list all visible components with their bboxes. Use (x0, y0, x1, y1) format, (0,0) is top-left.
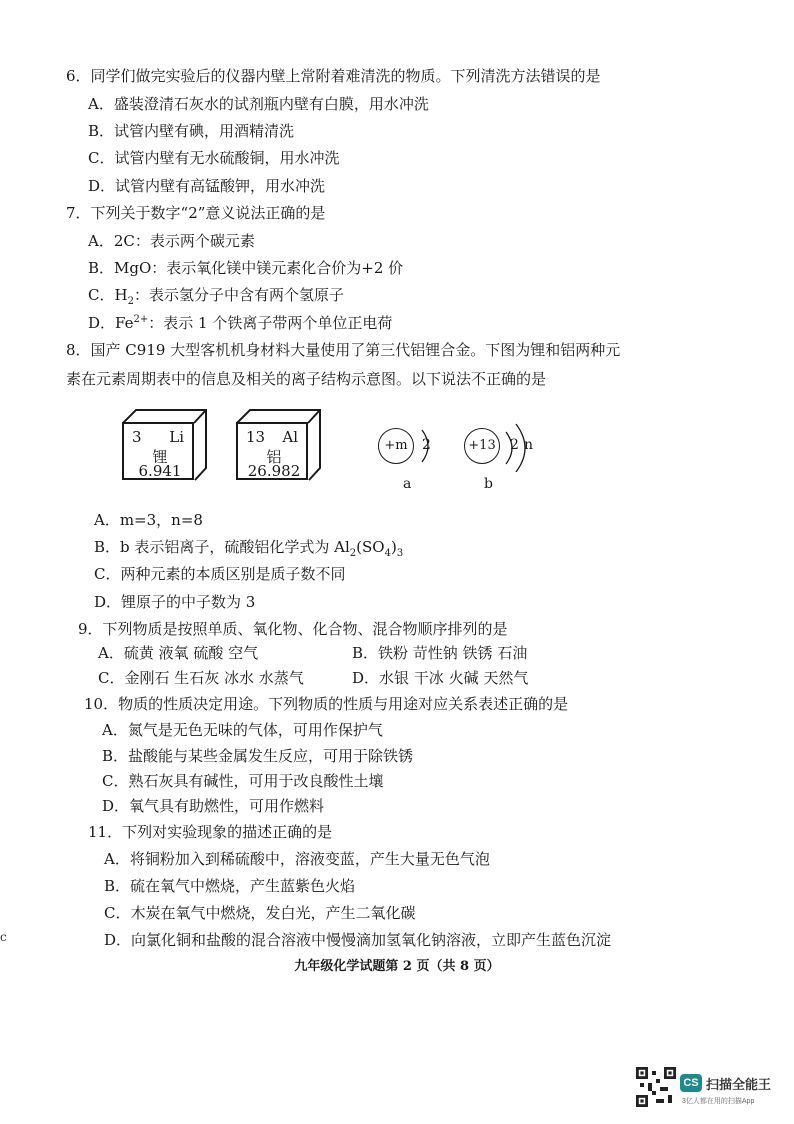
q11-stem: 11．下列对实验现象的描述正确的是 (88, 823, 333, 841)
q11-option-d: D．向氯化铜和盐酸的混合溶液中慢慢滴加氢氧化钠溶液，立即产生蓝色沉淀 (104, 931, 612, 949)
shell1-electron-count: 2 (510, 437, 519, 453)
q9-option-c: C．金刚石 生石灰 冰水 水蒸气 (98, 669, 304, 687)
card-face (236, 422, 308, 480)
q7-option-a: A．2C：表示两个碳元素 (88, 232, 255, 250)
nucleus: +m (378, 428, 414, 464)
diagram-label: a (403, 476, 412, 492)
page-edge-mark: c (0, 930, 7, 944)
q11-option-b: B．硫在氧气中燃烧，产生蓝紫色火焰 (104, 877, 356, 895)
diagram-label: b (484, 476, 493, 492)
q6-option-c: C．试管内壁有无水硫酸铜，用水冲洗 (88, 149, 340, 167)
q8-stem-line2: 素在元素周期表中的信息及相关的离子结构示意图。以下说法不正确的是 (66, 370, 547, 388)
q9-option-d: D．水银 干冰 火碱 天然气 (352, 669, 529, 687)
element-symbol: Al (282, 428, 298, 446)
element-name: 铝 (266, 448, 282, 466)
q10-stem: 10．物质的性质决定用途。下列物质的性质与用途对应关系表述正确的是 (84, 695, 569, 713)
shell-electron-count: 2 (422, 437, 431, 453)
qr-code-icon (636, 1067, 676, 1107)
q8-option-c: C．两种元素的本质区别是质子数不同 (94, 565, 346, 583)
q11-option-a: A．将铜粉加入到稀硫酸中，溶液变蓝，产生大量无色气泡 (104, 850, 490, 868)
camscanner-logo-icon: CS (680, 1074, 702, 1092)
scanner-tagline: 3亿人都在用的扫描App (682, 1098, 755, 1105)
element-symbol: Li (169, 428, 184, 446)
q10-option-b: B．盐酸能与某些金属发生反应，可用于除铁锈 (102, 747, 414, 765)
q6-option-d: D．试管内壁有高锰酸钾，用水冲洗 (88, 177, 326, 195)
q8-option-b: B．b 表示铝离子，硫酸铝化学式为 $Al_2(SO_4)_3$ (94, 538, 404, 559)
nucleus: +13 (464, 428, 500, 464)
aluminum-element-card (236, 408, 320, 482)
scanner-app-name: 扫描全能王 (706, 1077, 772, 1092)
q7-option-c: C．$H_2$：表示氢分子中含有两个氢原子 (88, 286, 344, 307)
atomic-number: 3 (132, 428, 142, 446)
q8-option-a: A．m=3，n=8 (94, 511, 203, 529)
element-name: 锂 (152, 448, 168, 466)
q9-stem: 9．下列物质是按照单质、氧化物、化合物、混合物顺序排列的是 (78, 620, 508, 638)
atomic-number: 13 (246, 428, 266, 446)
q6-stem: 6．同学们做完实验后的仪器内壁上常附着难清洗的物质。下列清洗方法错误的是 (66, 67, 601, 85)
q7-stem: 7．下列关于数字“2”意义说法正确的是 (66, 204, 326, 222)
q11-option-c: C．木炭在氧气中燃烧，发白光，产生二氧化碳 (104, 904, 416, 922)
q7-option-d: D．$Fe^{2+}$：表示 1 个铁离子带两个单位正电荷 (88, 314, 393, 332)
q9-option-a: A．硫黄 液氧 硫酸 空气 (98, 644, 259, 662)
q8-stem-line1: 8．国产 C919 大型客机机身材料大量使用了第三代铝锂合金。下图为锂和铝两种元 (66, 341, 621, 359)
q9-option-b: B．铁粉 苛性钠 铁锈 石油 (352, 644, 528, 662)
q6-option-a: A．盛装澄清石灰水的试剂瓶内壁有白膜，用水冲洗 (88, 95, 429, 113)
q7-option-b: B．MgO：表示氧化镁中镁元素化合价为+2 价 (88, 259, 404, 277)
q8-option-d: D．锂原子的中子数为 3 (94, 593, 256, 611)
q10-option-a: A．氮气是无色无味的气体，可用作保护气 (102, 721, 383, 739)
card-face (122, 422, 194, 480)
q6-option-b: B．试管内壁有碘，用酒精清洗 (88, 122, 295, 140)
ion-diagram-b (464, 428, 544, 492)
q10-option-d: D．氧气具有助燃性，可用作燃料 (102, 797, 325, 815)
ion-diagram-a (378, 428, 438, 492)
lithium-element-card (122, 408, 206, 482)
q10-option-c: C．熟石灰具有碱性，可用于改良酸性土壤 (102, 772, 384, 790)
shell2-electron-count: n (524, 437, 534, 453)
atomic-mass: 6.941 (138, 462, 182, 480)
page-footer: 九年级化学试题第 2 页（共 8 页） (294, 959, 500, 974)
atomic-mass: 26.982 (247, 462, 301, 480)
